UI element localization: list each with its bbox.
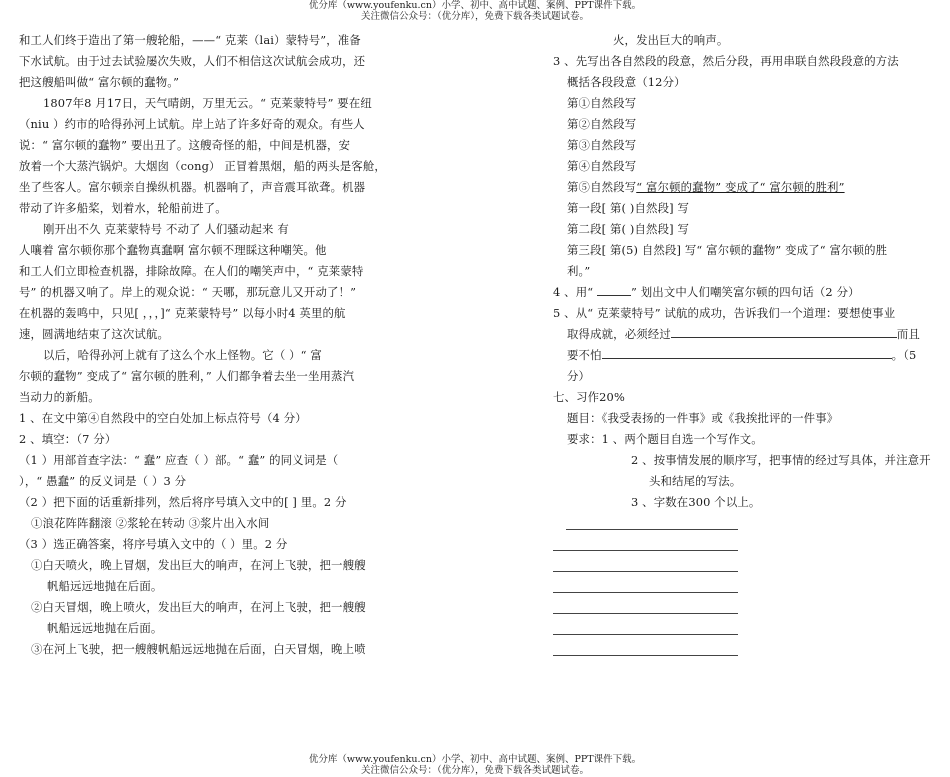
writing-line[interactable]: [553, 550, 738, 551]
question-3: 3 、先写出各自然段的段意，然后分段，再用串联自然段段意的方法: [553, 54, 899, 68]
passage-line: 号” 的机器又响了。岸上的观众说：“ 天哪，那玩意儿又开动了！”: [19, 285, 357, 299]
section-7-title: 七、习作20%: [553, 390, 625, 404]
question-5-text-d: 。（5: [891, 348, 917, 362]
paragraph-5-label: 第⑤自然段写: [567, 180, 637, 194]
passage-line: 在机器的轰鸣中，只见[ ，，，]“ 克莱蒙特号” 以每小时4 英里的航: [19, 306, 346, 320]
composition-req-2: 2 、按事情发展的顺序写，把事情的经过写具体，并注意开: [631, 453, 931, 467]
composition-title: 题目：《我受表扬的一件事》或《我挨批评的一件事》: [567, 411, 839, 425]
passage-line: 说：“ 富尔顿的蠢物” 要出丑了。这艘奇怪的船，中间是机器，安: [19, 138, 351, 152]
option-1-cont: 帆船远远地抛在后面。: [47, 579, 163, 593]
question-5-line-2: [553, 324, 934, 345]
section-1-prompt: 第一段[ 第( )自然段] 写: [567, 201, 690, 215]
question-4-start: 4 、用“: [553, 285, 597, 299]
question-2-2-options: ①浪花阵阵翻滚 ②浆轮在转动 ③浆片出入水间: [31, 516, 270, 530]
question-5-text-a: 取得成就，必须经过: [567, 327, 671, 341]
passage-line: 放着一个大蒸汽锅炉。大烟囱（cong） 正冒着黑烟，船的两头是客舱，: [19, 159, 386, 173]
footer-line-2: 关注微信公众号：（优分库），免费下载各类试题试卷。: [360, 765, 589, 776]
passage-line: 以后，哈得孙河上就有了这么个水上怪物。它（ ）“ 富: [43, 348, 322, 362]
question-2-3: （3 ）选正确答案，将序号填入文中的（ ）里。2 分: [19, 537, 288, 551]
passage-line: 当动力的新船。: [19, 390, 100, 404]
option-2: ②白天冒烟，晚上喷火，发出巨大的响声，在河上飞驶，把一艘艘: [31, 600, 366, 614]
question-5: 5 、从“ 克莱蒙特号” 试航的成功，告诉我们一个道理：要想使事业: [553, 306, 896, 320]
passage-line: 人嚷着 富尔顿你那个蠢物真蠢啊 富尔顿不理睬这种嘲笑。他: [19, 243, 327, 257]
footer-line-1: 优分库（www.youfenku.cn）小学、初中、高中试题、案例、PPT课件下载。: [308, 754, 642, 765]
question-5-text-b: 而且: [896, 327, 920, 341]
page-header: [0, 0, 950, 22]
option-1: ①白天喷火，晚上冒烟，发出巨大的响声，在河上飞驶，把一艘艘: [31, 558, 366, 572]
paragraph-1-prompt: 第①自然段写: [567, 96, 637, 110]
question-4: [553, 282, 934, 303]
writing-line[interactable]: [553, 613, 738, 614]
writing-line[interactable]: [566, 529, 738, 530]
writing-line[interactable]: [553, 634, 738, 635]
section-3-cont: 利。”: [567, 264, 591, 278]
composition-req-3: 3 、字数在300 个以上。: [631, 495, 761, 509]
question-4-blank[interactable]: [597, 283, 631, 296]
paragraph-2-prompt: 第②自然段写: [567, 117, 637, 131]
question-5-line-3: [553, 345, 934, 366]
passage-line: 1807年8 月17日，天气晴朗，万里无云。“ 克莱蒙特号” 要在纽: [43, 96, 372, 110]
paragraph-4-prompt: 第④自然段写: [567, 159, 637, 173]
passage-line: （niu ）约市的哈得孙河上试航。岸上站了许多好奇的观众。有些人: [19, 117, 365, 131]
option-3-cont: 火，发出巨大的响声。: [613, 33, 729, 47]
left-column: [19, 30, 403, 660]
passage-line: 尔顿的蠢物” 变成了“ 富尔顿的胜利，” 人们都争着去坐一坐用蒸汽: [19, 369, 355, 383]
paragraph-5-answer: “ 富尔顿的蠢物” 变成了“ 富尔顿的胜利”: [636, 180, 845, 194]
passage-line: 下水试航。由于过去试验屡次失败，人们不相信这次试航会成功，还: [19, 54, 366, 68]
section-3-prompt: 第三段[ 第(5) 自然段] 写“ 富尔顿的蠢物” 变成了“ 富尔顿的胜: [567, 243, 888, 257]
header-line-2: 关注微信公众号：（优分库），免费下载各类试题试卷。: [360, 11, 589, 22]
composition-req-2-cont: 头和结尾的写法。: [649, 474, 742, 488]
passage-line: 速，圆满地结束了这次试航。: [19, 327, 170, 341]
paragraph-3-prompt: 第③自然段写: [567, 138, 637, 152]
passage-line: 把这艘船叫做“ 富尔顿的蠢物。”: [19, 75, 180, 89]
writing-line[interactable]: [553, 592, 738, 593]
page-footer: [0, 754, 950, 776]
right-column: [553, 30, 934, 513]
question-2-1: （1 ）用部首查字法：“ 蠢” 应查（ ）部。“ 蠢” 的同义词是（: [19, 453, 339, 467]
question-5-text-c: 要不怕: [567, 348, 602, 362]
option-3: ③在河上飞驶，把一艘艘帆船远远地抛在后面，白天冒烟，晚上喷: [31, 642, 366, 656]
passage-line: 带动了许多船桨，划着水，轮船前进了。: [19, 201, 227, 215]
passage-line: 和工人们终于造出了第一艘轮船，——“ 克莱（lai）蒙特号”，准备: [19, 33, 361, 47]
question-5-blank-2[interactable]: [602, 346, 892, 359]
question-5-line-4: 分）: [567, 369, 591, 383]
question-5-blank-1[interactable]: [671, 325, 897, 338]
question-2-2: （2 ）把下面的话重新排列，然后将序号填入文中的[ ] 里。2 分: [19, 495, 347, 509]
writing-line[interactable]: [553, 571, 738, 572]
question-2: 2 、填空：（7 分）: [19, 432, 117, 446]
composition-req-1: 要求：1 、两个题目自选一个写作文。: [567, 432, 763, 446]
question-2-1-cont: ），“ 愚蠢” 的反义词是（ ）3 分: [19, 474, 187, 488]
question-3-cont: 概括各段段意（12分）: [567, 75, 686, 89]
writing-line[interactable]: [553, 655, 738, 656]
option-2-cont: 帆船远远地抛在后面。: [47, 621, 163, 635]
question-1: 1 、在文中第④自然段中的空白处加上标点符号（4 分）: [19, 411, 307, 425]
header-line-1: 优分库（www.youfenku.cn）小学、初中、高中试题、案例、PPT课件下载。: [308, 0, 642, 11]
passage-line: 和工人们立即检查机器，排除故障。在人们的嘲笑声中，“ 克莱蒙特: [19, 264, 364, 278]
passage-line: 刚开出不久 克莱蒙特号 不动了 人们骚动起来 有: [43, 222, 289, 236]
paragraph-5-prompt: [553, 177, 934, 198]
passage-line: 坐了些客人。富尔顿亲自操纵机器。机器响了，声音震耳欲聋。机器: [19, 180, 366, 194]
question-4-end: ” 划出文中人们嘲笑富尔顿的四句话（2 分）: [631, 285, 860, 299]
section-2-prompt: 第二段[ 第( )自然段] 写: [567, 222, 690, 236]
